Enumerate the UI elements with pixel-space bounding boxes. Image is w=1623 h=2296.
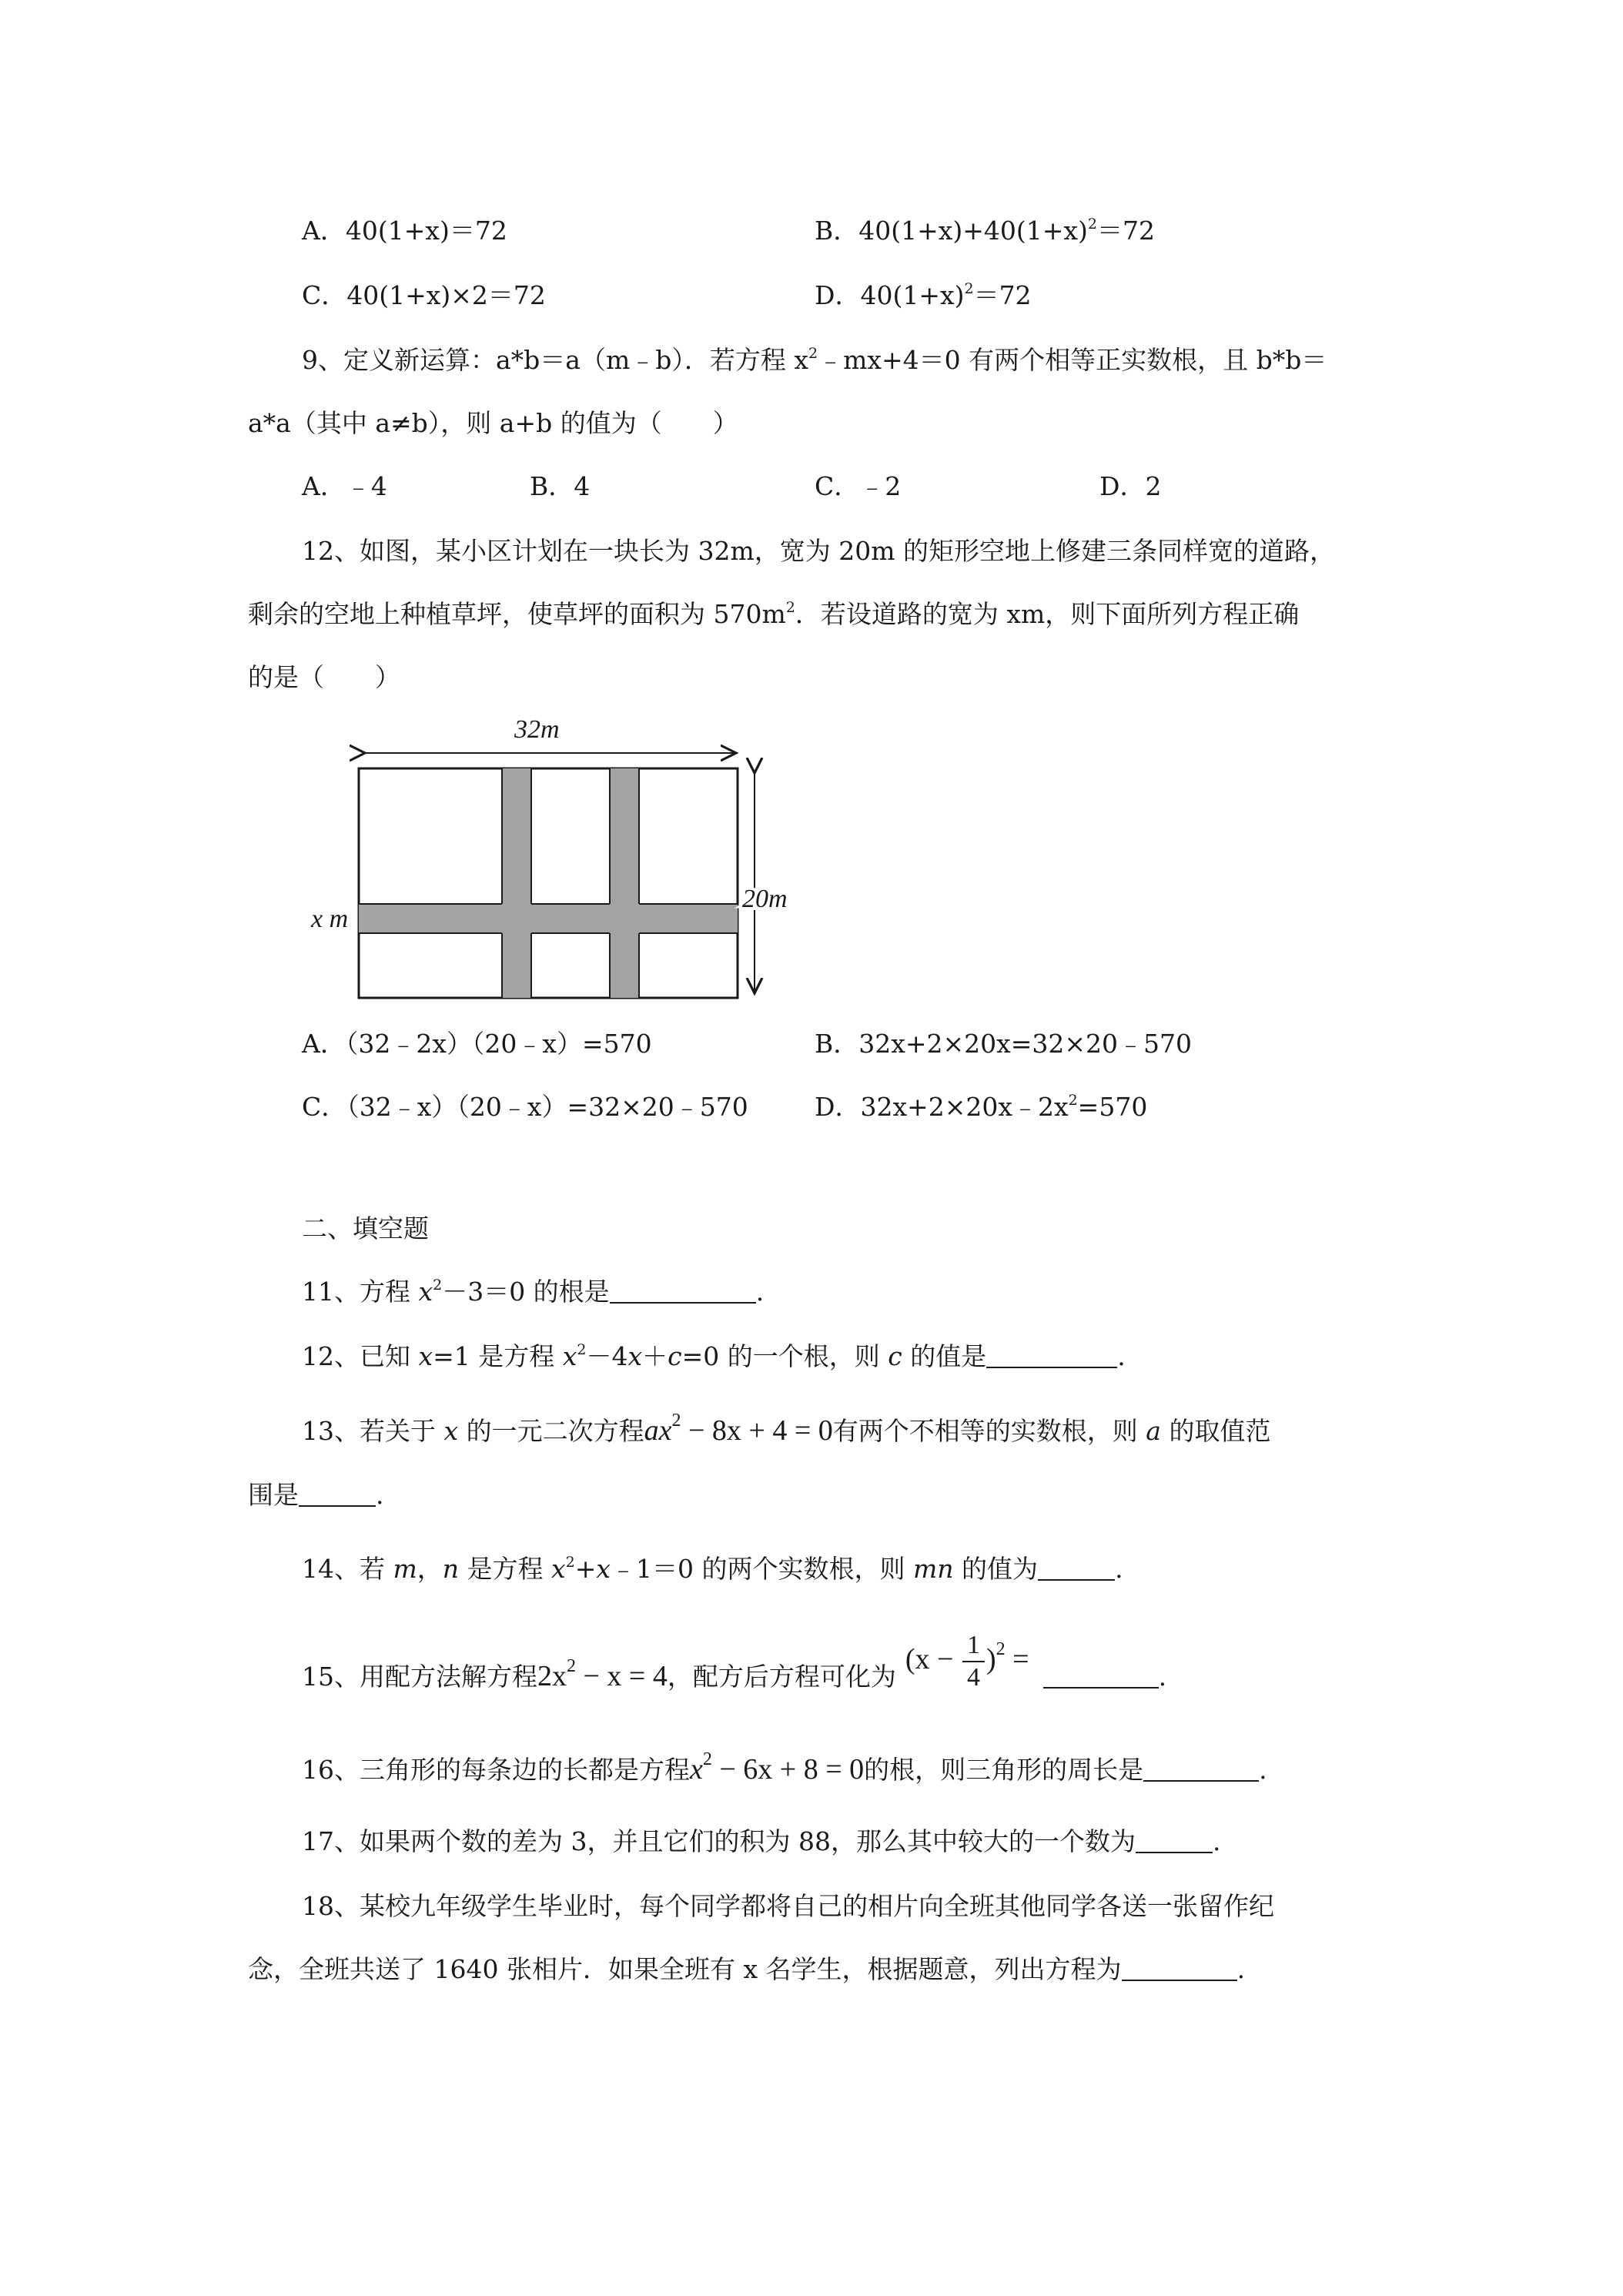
q14: 14、若 m，n 是方程 $x^2+x﹣1=0$ 的两个实数根，则 mn 的值为 . [302,1554,1123,1584]
answer-blank[interactable] [1143,1755,1259,1782]
q13-line2: 围是 . [248,1480,384,1510]
q9-option-c: C．﹣2 [815,471,902,501]
q9-line1: 9、定义新运算：a*b＝a（m﹣b）．若方程 $x^2﹣mx+4=0$ 有两个相等正实数根，且 b*b＝ [302,345,1327,375]
q9-option-d: D．2 [1099,471,1162,501]
answer-blank[interactable] [610,1277,756,1304]
q18-line2: 念，全班共送了 1640 张相片．如果全班有 x 名学生，根据题意，列出方程为 . [248,1954,1246,1984]
q8-option-b: B．$40(1+x)+40(1+x)^2=72$ [815,216,1155,246]
q12a-line1: 12、如图，某小区计划在一块长为 32m，宽为 20m 的矩形空地上修建三条同样宽的道路， [302,536,1336,566]
answer-blank[interactable] [1122,1955,1237,1981]
vertical-road-2 [610,768,639,998]
q13-line1: 13、若关于 x 的一元二次方程$ax^2 - 8x + 4 = 0$有两个不相等的实数根，则 a 的取值范 [302,1411,1271,1447]
answer-blank[interactable] [986,1342,1117,1368]
q8-option-a: A．40(1+x)＝72 [302,216,507,246]
q12b: 12、已知 x=1 是方程 $x^2-4x+c=0$ 的一个根，则 c 的值是 . [302,1341,1126,1371]
q17: 17、如果两个数的差为 3，并且它们的积为 88，那么其中较大的一个数为 . [302,1826,1221,1856]
answer-blank[interactable] [299,1481,376,1507]
answer-blank[interactable] [1043,1662,1159,1689]
horizontal-road [359,904,738,933]
q12a-line3: 的是（ ） [248,662,400,692]
q9-option-b: B．4 [530,471,591,501]
q8-option-c: C．40(1+x)×2＝72 [302,280,546,310]
q12a-option-d: D．$32x+2\times 20x﹣2x^2=570$ [815,1092,1148,1122]
q12a-line2: 剩余的空地上种植草坪，使草坪的面积为 $570m^2$．若设道路的宽为 xm，则下面所列方程正确 [248,599,1300,629]
q9-line2: a*a（其中 a≠b），则 a+b 的值为（ ） [248,408,738,438]
q12a-option-a: A．（32﹣2x）（20﹣x）=570 [302,1029,652,1059]
q8-option-d: D．$40(1+x)^2=72$ [815,280,1032,310]
width-label: 20m [742,885,788,913]
q12a-option-b: B．32x+2×20x=32×20﹣570 [815,1029,1193,1059]
q9-option-a: A．﹣4 [302,471,387,501]
answer-blank[interactable] [1136,1827,1213,1853]
road-width-label: x m [311,905,349,933]
section-title: 二、填空题 [302,1213,429,1243]
answer-blank[interactable] [1038,1555,1115,1581]
lot-rectangle [359,768,738,998]
length-label: 32m [514,715,560,744]
vertical-road-1 [502,768,531,998]
q12a-option-c: C．（32﹣x）（20﹣x）=32×20﹣570 [302,1092,748,1122]
road-diagram [300,708,839,1016]
q11: 11、方程 $x^2-3=0$ 的根是 . [302,1277,765,1307]
q18-line1: 18、某校九年级学生毕业时，每个同学都将自己的相片向全班其他同学各送一张留作纪 [302,1891,1274,1921]
q15: 15、用配方法解方程$2x^2 - x = 4$，配方后方程可化为(x − $\frac{1}{4}$ )$^2$ =. [302,1631,1167,1692]
q16: 16、三角形的每条边的长都是方程$x^2 - 6x + 8 = 0$的根，则三角形的周长是 . [302,1749,1267,1786]
